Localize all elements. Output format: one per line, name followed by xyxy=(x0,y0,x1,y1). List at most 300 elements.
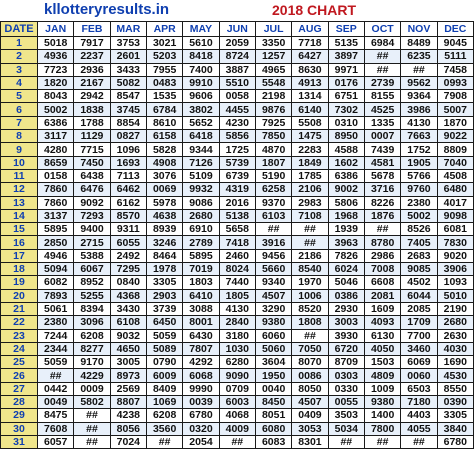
result-cell: 7450 xyxy=(74,156,110,169)
result-cell: 4130 xyxy=(401,116,437,129)
result-cell: 1978 xyxy=(146,263,182,276)
result-cell: 7439 xyxy=(364,143,400,156)
result-cell: 3180 xyxy=(219,329,255,342)
result-cell: 8950 xyxy=(328,130,364,143)
result-cell: 5658 xyxy=(219,223,255,236)
result-cell: 0039 xyxy=(183,396,219,409)
result-cell: 9098 xyxy=(437,209,473,222)
result-cell: 1803 xyxy=(183,276,219,289)
result-cell: 3021 xyxy=(146,37,182,50)
result-cell: 6784 xyxy=(146,103,182,116)
result-cell: 0386 xyxy=(328,289,364,302)
result-cell: 6057 xyxy=(38,435,74,448)
result-cell: 6235 xyxy=(401,50,437,63)
table-row xyxy=(1,50,474,63)
result-cell: 9032 xyxy=(110,329,146,342)
column-header-mar: MAR xyxy=(110,22,146,37)
result-cell: 7244 xyxy=(38,329,74,342)
result-cell: 2986 xyxy=(364,249,400,262)
table-body xyxy=(1,37,474,449)
date-cell: 9 xyxy=(1,143,38,156)
result-cell: 5739 xyxy=(219,156,255,169)
result-cell: 3005 xyxy=(110,356,146,369)
result-cell: 4525 xyxy=(364,103,400,116)
result-cell: 9090 xyxy=(219,369,255,382)
table-row xyxy=(1,369,474,382)
result-cell: 5138 xyxy=(219,209,255,222)
result-cell: 7893 xyxy=(38,289,74,302)
result-cell: 7860 xyxy=(38,183,74,196)
result-cell: 7917 xyxy=(74,37,110,50)
result-cell: 2715 xyxy=(74,236,110,249)
result-cell: 1314 xyxy=(292,90,328,103)
result-cell: 0007 xyxy=(364,130,400,143)
result-cell: 4870 xyxy=(255,143,291,156)
result-cell: 8659 xyxy=(38,156,74,169)
result-cell: 4936 xyxy=(38,50,74,63)
date-cell: 14 xyxy=(1,209,38,222)
result-cell: 4403 xyxy=(401,409,437,422)
result-cell: 0709 xyxy=(219,382,255,395)
result-cell: 2085 xyxy=(401,302,437,315)
result-cell: 6044 xyxy=(401,289,437,302)
date-cell: 4 xyxy=(1,76,38,89)
chart-header xyxy=(0,0,474,20)
result-cell: 9002 xyxy=(328,183,364,196)
table-header-row xyxy=(1,22,474,37)
result-cell: 2186 xyxy=(292,249,328,262)
table-row xyxy=(1,63,474,76)
result-cell: 1030 xyxy=(219,342,255,355)
result-cell: 9344 xyxy=(183,143,219,156)
result-cell: 7302 xyxy=(328,103,364,116)
result-cell: 5548 xyxy=(255,76,291,89)
date-cell: 31 xyxy=(1,435,38,448)
result-cell: 6720 xyxy=(328,342,364,355)
result-cell: ## xyxy=(364,435,400,448)
result-cell: 7008 xyxy=(364,263,400,276)
result-cell: ## xyxy=(364,223,400,236)
result-cell: 6418 xyxy=(183,130,219,143)
result-cell: 6208 xyxy=(74,329,110,342)
table-row xyxy=(1,116,474,129)
table-row xyxy=(1,103,474,116)
result-cell: 8070 xyxy=(292,356,328,369)
result-cell: 2059 xyxy=(219,37,255,50)
result-cell: 1129 xyxy=(74,130,110,143)
result-cell: 1535 xyxy=(146,90,182,103)
result-cell: 1805 xyxy=(219,289,255,302)
date-cell: 25 xyxy=(1,356,38,369)
result-cell: 6780 xyxy=(183,409,219,422)
result-cell: 7180 xyxy=(401,396,437,409)
result-cell: 6024 xyxy=(328,263,364,276)
date-cell: 29 xyxy=(1,409,38,422)
result-cell: 5388 xyxy=(74,249,110,262)
result-cell: 6430 xyxy=(183,329,219,342)
date-cell: 5 xyxy=(1,90,38,103)
result-cell: 1335 xyxy=(364,116,400,129)
result-cell: 9045 xyxy=(437,37,473,50)
result-cell: 6082 xyxy=(38,276,74,289)
table-row xyxy=(1,435,474,448)
result-cell: ## xyxy=(74,435,110,448)
result-cell: 7723 xyxy=(38,63,74,76)
result-cell: 8854 xyxy=(110,116,146,129)
result-cell: 5089 xyxy=(146,342,182,355)
table-row xyxy=(1,382,474,395)
result-cell: 4507 xyxy=(292,396,328,409)
result-cell: 1849 xyxy=(292,156,328,169)
result-cell: 7113 xyxy=(110,169,146,182)
result-cell: 4507 xyxy=(255,289,291,302)
result-cell: 2680 xyxy=(183,209,219,222)
result-cell: 5034 xyxy=(328,422,364,435)
result-cell: 1788 xyxy=(74,116,110,129)
result-cell: 5061 xyxy=(38,302,74,315)
result-cell: ## xyxy=(38,369,74,382)
result-cell: ## xyxy=(74,422,110,435)
result-cell: 4965 xyxy=(255,63,291,76)
result-cell: 5766 xyxy=(401,169,437,182)
result-cell: 4650 xyxy=(110,342,146,355)
result-cell: 1069 xyxy=(146,396,182,409)
result-cell: 0060 xyxy=(401,369,437,382)
result-cell: 4809 xyxy=(364,369,400,382)
result-cell: ## xyxy=(292,236,328,249)
result-cell: 2840 xyxy=(219,316,255,329)
result-cell: 5190 xyxy=(255,169,291,182)
result-cell: 4913 xyxy=(292,76,328,89)
result-cell: 4319 xyxy=(219,183,255,196)
date-cell: 15 xyxy=(1,223,38,236)
date-cell: 16 xyxy=(1,236,38,249)
result-cell: 3986 xyxy=(401,103,437,116)
date-cell: 21 xyxy=(1,302,38,315)
result-cell: 4946 xyxy=(38,249,74,262)
result-cell: 6462 xyxy=(110,183,146,196)
table-row xyxy=(1,422,474,435)
result-cell: 2789 xyxy=(183,236,219,249)
table-row xyxy=(1,143,474,156)
result-cell: 3840 xyxy=(437,422,473,435)
result-cell: 2380 xyxy=(401,196,437,209)
result-cell: 0993 xyxy=(437,76,473,89)
result-cell: 5660 xyxy=(255,263,291,276)
result-cell: 8226 xyxy=(364,196,400,209)
result-cell: ## xyxy=(401,435,437,448)
result-cell: 6438 xyxy=(74,169,110,182)
result-cell: 7925 xyxy=(255,116,291,129)
result-cell: 1093 xyxy=(437,276,473,289)
result-cell: 9876 xyxy=(255,103,291,116)
result-cell: 9971 xyxy=(328,63,364,76)
result-cell: 9910 xyxy=(183,76,219,89)
result-cell: 6751 xyxy=(328,90,364,103)
result-cell: 6410 xyxy=(183,289,219,302)
result-cell: 6280 xyxy=(219,356,255,369)
result-cell: 8277 xyxy=(74,342,110,355)
table-row xyxy=(1,90,474,103)
result-cell: 4238 xyxy=(110,409,146,422)
result-cell: 2680 xyxy=(437,316,473,329)
result-cell: 7860 xyxy=(38,196,74,209)
result-cell: 3305 xyxy=(437,409,473,422)
result-cell: 1690 xyxy=(437,356,473,369)
result-cell: 1970 xyxy=(292,276,328,289)
result-cell: 0058 xyxy=(219,90,255,103)
result-cell: 5895 xyxy=(183,249,219,262)
result-cell: 7715 xyxy=(74,143,110,156)
result-cell: 3802 xyxy=(183,103,219,116)
result-cell: 1752 xyxy=(401,143,437,156)
result-cell: 1950 xyxy=(255,369,291,382)
result-cell: 1609 xyxy=(364,302,400,315)
result-cell: 8409 xyxy=(146,382,182,395)
table-row xyxy=(1,409,474,422)
result-cell: 0320 xyxy=(183,422,219,435)
date-cell: 7 xyxy=(1,116,38,129)
date-cell: 23 xyxy=(1,329,38,342)
result-cell: 8724 xyxy=(219,50,255,63)
result-cell: 8475 xyxy=(38,409,74,422)
result-cell: 6910 xyxy=(183,223,219,236)
result-cell: 3916 xyxy=(255,236,291,249)
result-cell: 6427 xyxy=(292,50,328,63)
result-cell: 9456 xyxy=(255,249,291,262)
result-cell: 3716 xyxy=(364,183,400,196)
result-cell: 9092 xyxy=(74,196,110,209)
result-cell: 5135 xyxy=(328,37,364,50)
result-cell: 3088 xyxy=(183,302,219,315)
date-cell: 2 xyxy=(1,50,38,63)
result-cell: 2380 xyxy=(38,316,74,329)
result-cell: 2016 xyxy=(219,196,255,209)
result-cell: 3350 xyxy=(255,37,291,50)
result-cell: 5802 xyxy=(74,396,110,409)
result-cell: 6608 xyxy=(364,276,400,289)
result-cell: 0086 xyxy=(292,369,328,382)
result-cell: 6208 xyxy=(146,409,182,422)
result-cell: ## xyxy=(364,50,400,63)
result-cell: 1602 xyxy=(328,156,364,169)
result-cell: 2198 xyxy=(255,90,291,103)
result-cell: 8807 xyxy=(110,396,146,409)
result-cell: 7405 xyxy=(401,236,437,249)
date-cell: 26 xyxy=(1,369,38,382)
result-cell: 9990 xyxy=(183,382,219,395)
result-cell: 6081 xyxy=(437,223,473,236)
result-cell: 6158 xyxy=(146,130,182,143)
table-row xyxy=(1,183,474,196)
result-cell: 5652 xyxy=(183,116,219,129)
result-cell: 6080 xyxy=(255,422,291,435)
table-row xyxy=(1,316,474,329)
result-cell: 0158 xyxy=(38,169,74,182)
result-cell: 2054 xyxy=(183,435,219,448)
result-cell: 9932 xyxy=(183,183,219,196)
result-cell: 7050 xyxy=(292,342,328,355)
chart-title: 2018 CHART xyxy=(272,2,357,18)
result-cell: 3930 xyxy=(328,329,364,342)
result-cell: 7608 xyxy=(38,422,74,435)
date-cell: 28 xyxy=(1,396,38,409)
result-cell: ## xyxy=(401,63,437,76)
result-cell: 3053 xyxy=(292,422,328,435)
result-cell: 6476 xyxy=(74,183,110,196)
result-cell: 3305 xyxy=(146,276,182,289)
result-cell: 6108 xyxy=(110,316,146,329)
table-row xyxy=(1,196,474,209)
result-cell: 7700 xyxy=(401,329,437,342)
result-cell: 0310 xyxy=(328,116,364,129)
result-cell: 9364 xyxy=(401,90,437,103)
result-cell: 9380 xyxy=(255,316,291,329)
result-cell: 8301 xyxy=(292,435,328,448)
result-cell: 6055 xyxy=(110,236,146,249)
result-cell: 0840 xyxy=(110,276,146,289)
result-cell: 0040 xyxy=(255,382,291,395)
date-cell: 27 xyxy=(1,382,38,395)
result-cell: 3897 xyxy=(328,50,364,63)
result-cell: 1870 xyxy=(437,116,473,129)
result-cell: 8630 xyxy=(292,63,328,76)
result-cell: 8973 xyxy=(110,369,146,382)
result-cell: 4068 xyxy=(219,409,255,422)
result-cell: 5007 xyxy=(437,103,473,116)
result-cell: ## xyxy=(292,223,328,236)
column-header-sep: SEP xyxy=(328,22,364,37)
result-cell: 6069 xyxy=(401,356,437,369)
result-cell: 5508 xyxy=(292,116,328,129)
result-cell: 1006 xyxy=(292,289,328,302)
result-cell: 6386 xyxy=(38,116,74,129)
result-cell: 8050 xyxy=(292,382,328,395)
result-cell: 6130 xyxy=(364,329,400,342)
result-cell: 0390 xyxy=(437,396,473,409)
result-cell: 8024 xyxy=(219,263,255,276)
result-cell: 6503 xyxy=(401,382,437,395)
result-cell: 1725 xyxy=(219,143,255,156)
result-cell: 4280 xyxy=(38,143,74,156)
result-cell: 2942 xyxy=(74,90,110,103)
table-row xyxy=(1,130,474,143)
site-title: kllotteryresults.in xyxy=(44,1,170,18)
result-cell: 2930 xyxy=(328,302,364,315)
table-row xyxy=(1,329,474,342)
table-row xyxy=(1,302,474,315)
result-cell: 4292 xyxy=(183,356,219,369)
result-cell: 2237 xyxy=(74,50,110,63)
result-cell: 4009 xyxy=(219,422,255,435)
table-row xyxy=(1,263,474,276)
result-cell: 8610 xyxy=(146,116,182,129)
result-cell: 8489 xyxy=(401,37,437,50)
result-cell: 8570 xyxy=(110,209,146,222)
result-cell: 9022 xyxy=(437,130,473,143)
result-cell: 1009 xyxy=(364,382,400,395)
column-header-jun: JUN xyxy=(219,22,255,37)
result-cell: 1693 xyxy=(110,156,146,169)
result-cell: 3887 xyxy=(219,63,255,76)
result-cell: 6480 xyxy=(437,183,473,196)
result-cell: 7908 xyxy=(437,90,473,103)
column-header-dec: DEC xyxy=(437,22,473,37)
result-cell: 5678 xyxy=(364,169,400,182)
table-row xyxy=(1,223,474,236)
result-cell: 6450 xyxy=(146,316,182,329)
result-cell: 3753 xyxy=(110,37,146,50)
result-cell: 7040 xyxy=(437,156,473,169)
result-cell: 0330 xyxy=(328,382,364,395)
result-cell: 5255 xyxy=(74,289,110,302)
result-cell: 3290 xyxy=(255,302,291,315)
result-cell: 3503 xyxy=(328,409,364,422)
result-cell: 5610 xyxy=(183,37,219,50)
result-cell: ## xyxy=(292,329,328,342)
result-cell: 5018 xyxy=(38,37,74,50)
result-cell: 4017 xyxy=(437,196,473,209)
column-header-apr: APR xyxy=(146,22,182,37)
result-cell: 3906 xyxy=(437,263,473,276)
date-cell: 30 xyxy=(1,422,38,435)
table-row xyxy=(1,236,474,249)
result-cell: 1503 xyxy=(364,356,400,369)
result-cell: 1820 xyxy=(38,76,74,89)
result-cell: 6067 xyxy=(74,263,110,276)
column-header-feb: FEB xyxy=(74,22,110,37)
result-cell: 4055 xyxy=(401,422,437,435)
result-cell: 5895 xyxy=(38,223,74,236)
result-cell: ## xyxy=(255,223,291,236)
result-cell: 7830 xyxy=(437,236,473,249)
result-cell: 2569 xyxy=(110,382,146,395)
result-cell: 7293 xyxy=(74,209,110,222)
result-cell: 7019 xyxy=(183,263,219,276)
date-cell: 10 xyxy=(1,156,38,169)
result-cell: 8939 xyxy=(146,223,182,236)
result-cell: 8001 xyxy=(183,316,219,329)
result-cell: 7850 xyxy=(255,130,291,143)
result-cell: ## xyxy=(328,435,364,448)
result-cell: 6739 xyxy=(219,169,255,182)
result-cell: 4050 xyxy=(364,342,400,355)
result-cell: 2344 xyxy=(38,342,74,355)
result-cell: 3460 xyxy=(401,342,437,355)
result-cell: 7024 xyxy=(110,435,146,448)
result-cell: 0069 xyxy=(146,183,182,196)
date-cell: 8 xyxy=(1,130,38,143)
result-cell: 7126 xyxy=(183,156,219,169)
result-cell: ## xyxy=(146,435,182,448)
result-cell: 8709 xyxy=(328,356,364,369)
result-cell: 4530 xyxy=(437,369,473,382)
result-cell: 8464 xyxy=(146,249,182,262)
result-cell: 0409 xyxy=(292,409,328,422)
table-row xyxy=(1,289,474,302)
result-cell: 5203 xyxy=(146,50,182,63)
result-cell: 3076 xyxy=(146,169,182,182)
table-row xyxy=(1,37,474,50)
result-cell: 4229 xyxy=(74,369,110,382)
result-cell: 4908 xyxy=(146,156,182,169)
result-cell: 7440 xyxy=(219,276,255,289)
result-cell: 2601 xyxy=(110,50,146,63)
column-header-aug: AUG xyxy=(292,22,328,37)
result-cell: 2936 xyxy=(74,63,110,76)
result-cell: 4093 xyxy=(364,316,400,329)
result-cell: 0827 xyxy=(110,130,146,143)
